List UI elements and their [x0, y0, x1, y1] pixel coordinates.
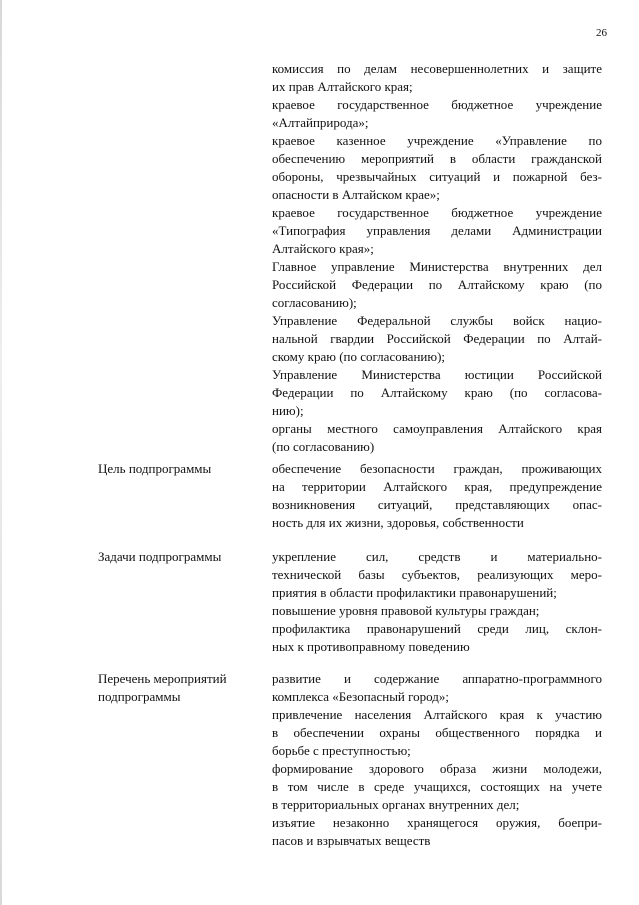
- text-line: Алтайского края»;: [272, 241, 374, 256]
- text-line: в территориальных органах внутренних дел;: [272, 797, 520, 812]
- label-line: Цель подпрограммы: [98, 461, 212, 476]
- text-line: укрепление сил, средств и материально-: [272, 549, 602, 564]
- text-line: согласованию);: [272, 295, 357, 310]
- text-line: пасов и взрывчатых веществ: [272, 833, 431, 848]
- text-line: ных к противоправному поведению: [272, 639, 470, 654]
- text-line: ность для их жизни, здоровья, собственности: [272, 515, 524, 530]
- label-line: подпрограммы: [98, 689, 181, 704]
- participants-text: [272, 60, 602, 456]
- text-line: в обеспечении охраны общественного порядка и: [272, 725, 602, 740]
- text-line: Российской Федерации по Алтайскому краю (по: [272, 277, 602, 292]
- text-line: формирование здорового образа жизни молодежи,: [272, 761, 602, 776]
- goal-label: [98, 460, 258, 478]
- text-line: органы местного самоуправления Алтайского края: [272, 421, 602, 436]
- text-line: Управление Министерства юстиции Российской: [272, 367, 602, 382]
- text-line: борьбе с преступностью;: [272, 743, 411, 758]
- text-line: их прав Алтайского края;: [272, 79, 413, 94]
- text-line: опасности в Алтайском крае»;: [272, 187, 440, 202]
- text-line: привлечение населения Алтайского края к участию: [272, 707, 602, 722]
- text-line: профилактика правонарушений среди лиц, склон-: [272, 621, 602, 636]
- text-line: изъятие незаконно хранящегося оружия, боепри-: [272, 815, 602, 830]
- text-line: обороны, чрезвычайных ситуаций и пожарной без-: [272, 169, 602, 184]
- text-line: Главное управление Министерства внутренних дел: [272, 259, 602, 274]
- label-line: Перечень мероприятий: [98, 671, 227, 686]
- text-line: «Алтайприрода»;: [272, 115, 369, 130]
- text-line: краевое государственное бюджетное учреждение: [272, 205, 602, 220]
- tasks-label: [98, 548, 258, 566]
- text-line: Федерации по Алтайскому краю (по согласова-: [272, 385, 602, 400]
- page-number: 26: [596, 27, 607, 39]
- measures-label: [98, 670, 258, 706]
- text-line: Управление Федеральной службы войск нацио-: [272, 313, 602, 328]
- text-line: нальной гвардии Российской Федерации по Алтай-: [272, 331, 602, 346]
- text-line: обеспечению мероприятий в области гражданской: [272, 151, 602, 166]
- text-line: на территории Алтайского края, предупреждение: [272, 479, 602, 494]
- text-line: в том числе в среде учащихся, состоящих на учете: [272, 779, 602, 794]
- text-line: нию);: [272, 403, 304, 418]
- text-line: краевое казенное учреждение «Управление по: [272, 133, 602, 148]
- text-line: повышение уровня правовой культуры граждан;: [272, 603, 540, 618]
- goal-text: [272, 460, 602, 532]
- text-line: краевое государственное бюджетное учреждение: [272, 97, 602, 112]
- text-line: скому краю (по согласованию);: [272, 349, 446, 364]
- text-line: приятия в области профилактики правонарушений;: [272, 585, 557, 600]
- text-line: развитие и содержание аппаратно-программного: [272, 671, 602, 686]
- scan-edge: [0, 0, 2, 905]
- text-line: «Типография управления делами Администрации: [272, 223, 602, 238]
- text-line: (по согласованию): [272, 439, 375, 454]
- text-line: комиссия по делам несовершеннолетних и защите: [272, 61, 602, 76]
- tasks-text: [272, 548, 602, 656]
- measures-text: [272, 670, 602, 850]
- text-line: возникновения ситуаций, представляющих опас-: [272, 497, 602, 512]
- label-line: Задачи подпрограммы: [98, 549, 222, 564]
- text-line: обеспечение безопасности граждан, проживающих: [272, 461, 602, 476]
- text-line: технической базы субъектов, реализующих меро-: [272, 567, 602, 582]
- text-line: комплекса «Безопасный город»;: [272, 689, 449, 704]
